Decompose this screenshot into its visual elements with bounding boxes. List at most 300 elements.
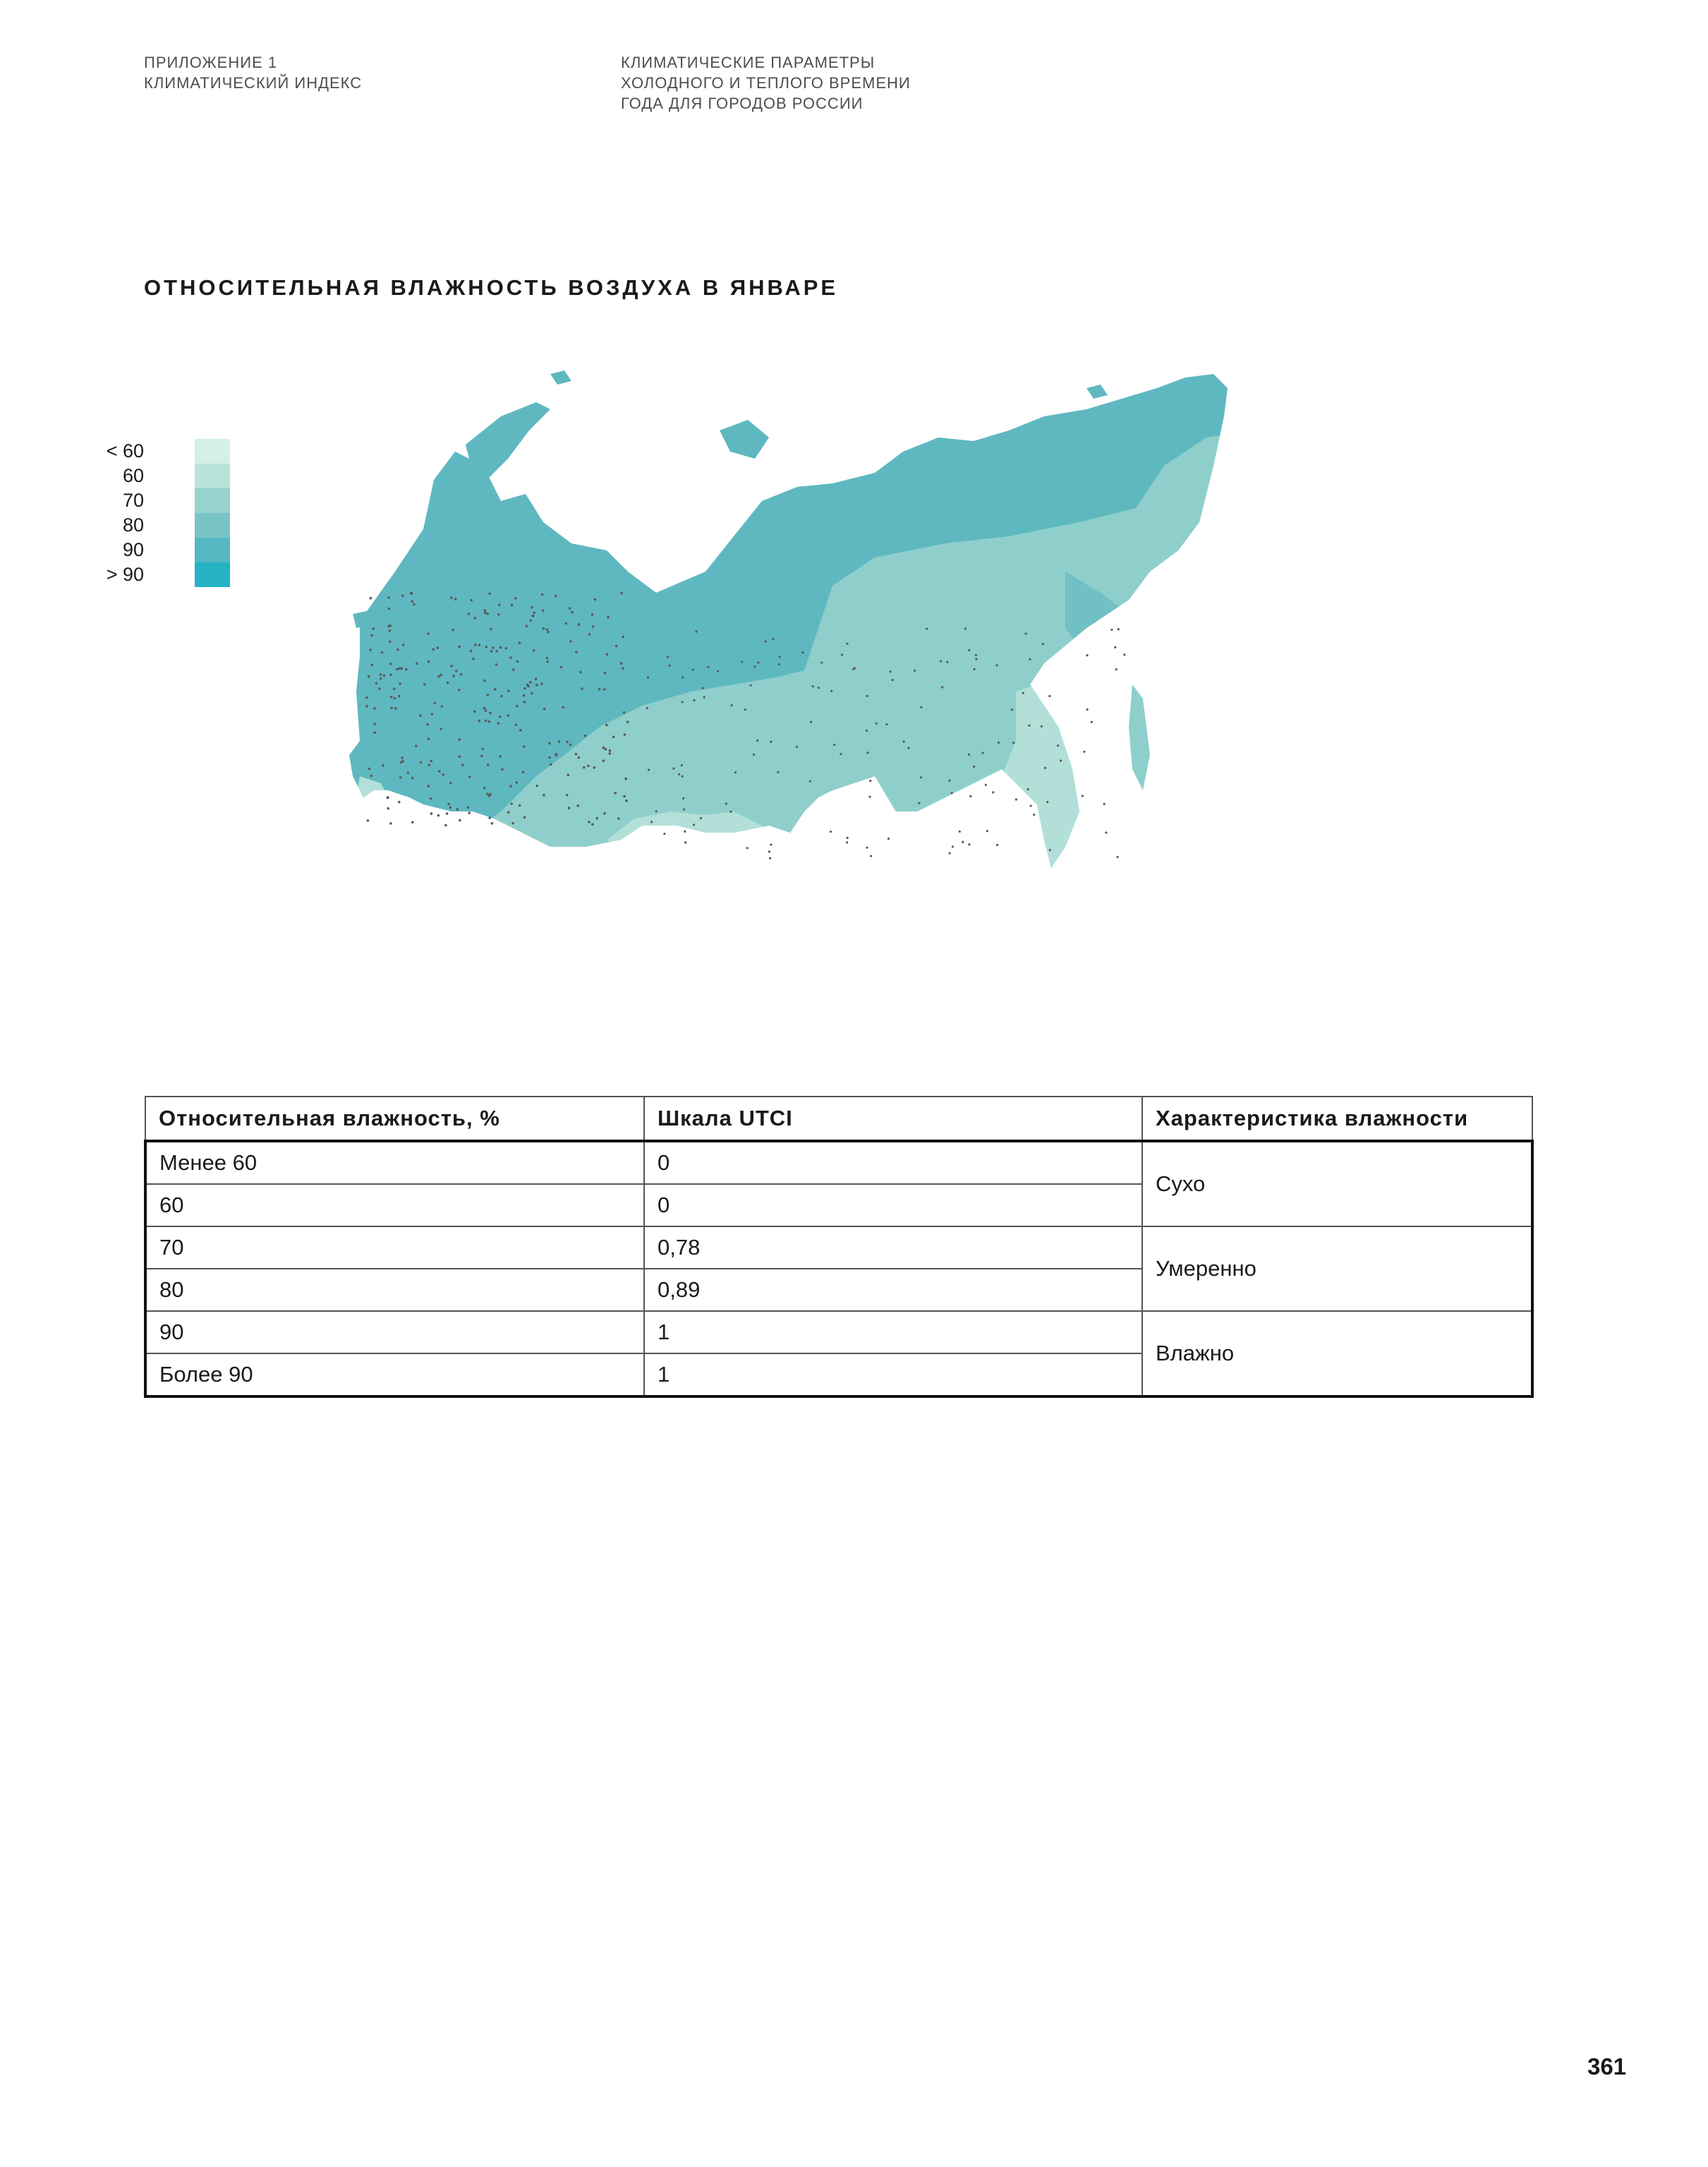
city-dot (569, 640, 572, 643)
city-dot (569, 744, 572, 747)
city-dot (485, 709, 487, 712)
city-dot (490, 650, 493, 653)
city-dot (516, 660, 519, 663)
city-dot (497, 613, 500, 616)
table-cell: 80 (145, 1269, 644, 1311)
city-dot (975, 654, 977, 656)
table-header: Шкала UTCI (644, 1097, 1142, 1141)
city-dot (488, 816, 491, 819)
city-dot (378, 687, 381, 690)
city-dot (1011, 708, 1013, 711)
city-dot (769, 857, 771, 859)
city-dot (646, 707, 648, 709)
city-dot (548, 756, 551, 759)
city-dot (535, 678, 538, 681)
city-dot (594, 598, 597, 601)
city-dot (579, 671, 582, 674)
city-dot (501, 768, 504, 771)
city-dot (603, 812, 606, 815)
city-dot (516, 781, 519, 784)
city-dot (542, 609, 545, 612)
city-dot (500, 695, 503, 698)
table-cell: Влажно (1142, 1311, 1532, 1396)
city-dot (485, 720, 487, 723)
city-dot (669, 665, 671, 667)
city-dot (617, 817, 620, 820)
city-dot (470, 599, 473, 602)
city-dot (536, 785, 539, 787)
legend-label: < 60 (106, 440, 144, 461)
city-dot (367, 819, 370, 822)
city-dot (830, 831, 832, 833)
city-dot (591, 823, 594, 826)
city-dot (1116, 856, 1118, 858)
city-dot (647, 677, 649, 679)
city-dot (576, 804, 579, 807)
city-dot (592, 625, 595, 628)
city-dot (1118, 628, 1120, 630)
city-dot (547, 631, 550, 634)
city-dot (602, 759, 605, 762)
city-dot (1115, 668, 1118, 670)
table-cell: Более 90 (145, 1353, 644, 1396)
city-dot (768, 850, 770, 852)
city-dot (460, 673, 463, 676)
city-dot (458, 738, 461, 741)
city-dot (402, 644, 405, 646)
city-dot (541, 593, 544, 596)
table-row (145, 1311, 1532, 1353)
city-dot (447, 682, 449, 684)
header-right-line: ХОЛОДНОГО И ТЕПЛОГО ВРЕМЕНИ (621, 74, 911, 92)
city-dot (444, 824, 447, 827)
city-dot (1022, 692, 1024, 694)
table-cell: 70 (145, 1226, 644, 1269)
city-dot (830, 690, 832, 692)
city-dot (951, 792, 953, 794)
city-dot (975, 658, 977, 660)
city-dot (1048, 695, 1050, 697)
city-dot (440, 674, 442, 677)
city-dot (1123, 653, 1125, 656)
city-dot (591, 613, 594, 616)
city-dot (387, 797, 389, 799)
city-dot (396, 648, 399, 651)
city-dot (777, 771, 779, 773)
city-dot (746, 847, 749, 849)
city-dot (869, 780, 871, 782)
table-header: Относительная влажность, % (145, 1097, 644, 1141)
city-dot (452, 629, 454, 632)
city-dot (497, 722, 500, 725)
city-dot (478, 720, 481, 723)
city-dot (734, 771, 737, 773)
city-dot (411, 821, 414, 823)
city-dot (693, 823, 695, 826)
city-dot (681, 764, 683, 766)
city-dot (605, 724, 608, 727)
city-dot (468, 775, 471, 778)
table-cell: 60 (145, 1184, 644, 1226)
city-dot (609, 749, 612, 752)
city-dot (756, 740, 758, 742)
city-dot (519, 804, 521, 807)
table-cell: 0,89 (644, 1269, 1142, 1311)
city-dot (546, 660, 549, 663)
city-dot (624, 778, 627, 780)
header-right-line: КЛИМАТИЧЕСКИЕ ПАРАМЕТРЫ (621, 54, 876, 71)
city-dot (543, 627, 545, 630)
city-dot (383, 675, 386, 677)
city-dot (543, 794, 545, 797)
city-dot (458, 755, 461, 758)
city-dot (624, 733, 626, 736)
city-dot (371, 663, 374, 666)
city-dot (595, 817, 598, 820)
city-dot (1042, 643, 1044, 645)
city-dot (540, 682, 543, 685)
city-dot (387, 807, 389, 810)
city-dot (440, 705, 443, 708)
city-dot (1028, 725, 1030, 727)
city-dot (505, 647, 508, 650)
city-dot (380, 677, 382, 680)
legend-swatch (195, 464, 230, 488)
city-dot (809, 780, 811, 783)
city-dot (437, 675, 440, 678)
city-dot (1046, 801, 1048, 803)
city-dot (389, 822, 392, 825)
city-dot (753, 665, 756, 668)
city-dot (458, 689, 461, 692)
city-dot (415, 744, 418, 747)
city-dot (461, 763, 464, 766)
city-dot (593, 766, 596, 769)
city-dot (454, 598, 457, 600)
city-dot (531, 692, 533, 695)
city-dot (778, 663, 780, 665)
city-dot (969, 795, 971, 797)
city-dot (523, 701, 526, 704)
city-dot (411, 777, 414, 780)
city-dot (678, 773, 680, 775)
city-dot (394, 707, 397, 710)
city-dot (488, 592, 491, 595)
city-dot (693, 699, 695, 701)
city-dot (703, 696, 705, 698)
city-dot (560, 666, 563, 669)
island-sakhalin (1129, 684, 1150, 790)
city-dot (920, 776, 922, 778)
city-dot (655, 810, 658, 812)
city-dot (744, 708, 746, 711)
city-dot (598, 688, 601, 691)
city-dot (483, 787, 486, 790)
city-dot (1049, 849, 1051, 851)
city-dot (606, 653, 609, 656)
city-dot (483, 609, 486, 612)
legend-label: 80 (122, 514, 144, 536)
city-dot (381, 651, 384, 654)
city-dot (1060, 759, 1062, 761)
city-dot (1033, 814, 1035, 816)
city-dot (523, 694, 526, 697)
legend-swatch (195, 538, 230, 562)
city-dot (1114, 646, 1116, 648)
city-dot (446, 812, 449, 815)
city-dot (968, 649, 970, 651)
city-dot (519, 641, 521, 644)
city-dot (846, 841, 848, 843)
city-dot (401, 594, 404, 597)
city-dot (430, 713, 433, 716)
city-dot (667, 656, 669, 658)
city-dot (372, 627, 375, 630)
city-dot (428, 660, 430, 663)
city-dot (390, 706, 393, 709)
city-dot (491, 822, 494, 825)
table-cell: 90 (145, 1311, 644, 1353)
city-dot (801, 651, 804, 653)
city-dot (982, 751, 984, 754)
city-dot (365, 696, 368, 699)
page-number: 361 (1587, 2053, 1627, 2080)
city-dot (569, 607, 571, 610)
city-dot (387, 596, 390, 599)
city-dot (411, 600, 413, 603)
city-dot (365, 705, 368, 708)
city-dot (416, 663, 418, 665)
table-cell: 0,78 (644, 1226, 1142, 1269)
city-dot (510, 802, 513, 805)
city-dot (468, 811, 471, 814)
city-dot (866, 695, 868, 697)
city-dot (622, 667, 624, 670)
city-dot (684, 841, 686, 843)
city-dot (516, 705, 519, 708)
city-dot (650, 821, 653, 823)
city-dot (401, 668, 404, 670)
city-dot (447, 803, 450, 806)
city-dot (399, 776, 402, 779)
city-dot (452, 675, 455, 677)
city-dot (992, 791, 994, 793)
city-dot (523, 745, 526, 748)
city-dot (891, 679, 893, 681)
city-dot (995, 664, 998, 666)
city-dot (428, 737, 430, 740)
city-dot (565, 622, 568, 625)
city-dot (430, 797, 432, 800)
city-dot (458, 646, 461, 648)
city-dot (368, 768, 370, 771)
city-dot (495, 650, 498, 653)
city-dot (407, 771, 410, 774)
russia-humidity-map (339, 360, 1552, 1009)
city-dot (682, 676, 684, 678)
city-dot (389, 663, 392, 665)
humidity-table (144, 1096, 1534, 1398)
table-header: Характеристика влажности (1142, 1097, 1532, 1141)
city-dot (486, 792, 489, 795)
city-dot (413, 603, 416, 606)
city-dot (558, 740, 561, 743)
city-dot (914, 670, 916, 672)
table-header-row (145, 1097, 1532, 1141)
city-dot (717, 670, 719, 672)
city-dot (531, 606, 533, 609)
city-dot (370, 775, 373, 778)
city-dot (430, 812, 433, 815)
city-dot (438, 770, 441, 773)
city-dot (973, 766, 975, 768)
city-dot (1015, 798, 1017, 800)
city-dot (494, 688, 497, 691)
city-dot (615, 645, 618, 648)
city-dot (550, 763, 552, 766)
table-cell: Умеренно (1142, 1226, 1532, 1311)
city-dot (401, 756, 404, 759)
city-dot (1086, 708, 1089, 711)
city-dot (512, 668, 515, 671)
city-dot (926, 628, 928, 630)
city-dot (1057, 744, 1059, 747)
city-dot (918, 802, 920, 804)
city-dot (370, 597, 373, 600)
city-dot (868, 796, 871, 798)
city-dot (437, 814, 440, 817)
city-dot (507, 714, 510, 717)
city-dot (523, 687, 526, 690)
city-dot (492, 646, 495, 649)
city-dot (778, 656, 780, 658)
city-dot (562, 706, 565, 709)
city-dot (507, 811, 510, 814)
city-dot (612, 736, 615, 739)
city-dot (620, 592, 623, 595)
city-dot (420, 761, 423, 763)
city-dot (567, 773, 569, 776)
city-dot (393, 687, 396, 690)
city-dot (369, 648, 372, 651)
city-dot (426, 723, 429, 726)
city-dot (373, 731, 376, 734)
city-dot (449, 807, 452, 809)
city-dot (623, 795, 626, 798)
city-dot (483, 680, 486, 682)
city-dot (614, 792, 617, 795)
city-dot (663, 833, 665, 835)
city-dot (968, 754, 970, 756)
city-dot (566, 794, 569, 797)
city-dot (986, 830, 988, 832)
city-dot (533, 649, 535, 652)
city-dot (432, 648, 435, 651)
island-wrangel (1086, 385, 1108, 399)
city-dot (648, 768, 650, 771)
city-dot (1012, 742, 1014, 744)
legend-label: 70 (122, 490, 144, 511)
city-dot (583, 766, 586, 769)
city-dot (455, 670, 458, 672)
table-row (145, 1226, 1532, 1269)
city-dot (555, 753, 557, 756)
legend-swatch (195, 488, 230, 513)
city-dot (380, 673, 382, 676)
city-dot (948, 780, 950, 782)
legend-label: > 90 (106, 564, 144, 585)
city-dot (499, 755, 502, 758)
city-dot (672, 767, 674, 769)
city-dot (946, 661, 948, 663)
city-dot (770, 843, 772, 845)
legend-label: 90 (122, 539, 144, 560)
city-dot (796, 746, 798, 748)
city-dot (396, 668, 399, 670)
city-dot (393, 697, 396, 700)
city-dot (952, 845, 954, 847)
city-dot (702, 687, 704, 689)
city-dot (603, 688, 606, 691)
city-dot (555, 595, 557, 598)
city-dot (1105, 831, 1107, 833)
city-dot (511, 604, 514, 607)
city-dot (389, 641, 392, 644)
city-dot (968, 843, 970, 845)
table-cell: 1 (644, 1353, 1142, 1396)
city-dot (948, 852, 950, 855)
city-dot (499, 716, 502, 718)
city-dot (543, 708, 546, 711)
city-dot (526, 625, 528, 628)
city-dot (488, 720, 491, 723)
city-dot (398, 695, 401, 698)
city-dot (996, 844, 998, 846)
city-dot (920, 706, 922, 708)
table-cell: 1 (644, 1311, 1142, 1353)
city-dot (388, 608, 391, 610)
city-dot (885, 723, 888, 725)
city-dot (626, 720, 629, 723)
city-dot (588, 821, 590, 823)
city-dot (588, 633, 591, 636)
city-dot (584, 735, 587, 737)
city-dot (810, 721, 812, 723)
city-dot (507, 689, 510, 692)
city-dot (495, 663, 498, 666)
city-dot (398, 801, 401, 804)
city-dot (750, 684, 752, 687)
city-dot (700, 817, 702, 819)
city-dot (472, 658, 475, 660)
city-dot (489, 712, 492, 715)
city-dot (682, 797, 684, 799)
running-header-right (621, 52, 911, 114)
city-dot (888, 838, 890, 840)
city-dot (753, 754, 755, 756)
city-dot (812, 685, 814, 687)
city-dot (622, 636, 624, 639)
table-cell: 0 (644, 1184, 1142, 1226)
city-dot (515, 723, 518, 726)
legend-swatch (195, 562, 230, 587)
city-dot (846, 837, 848, 839)
city-dot (729, 811, 732, 813)
table-cell: Менее 60 (145, 1141, 644, 1184)
city-dot (985, 784, 987, 786)
city-dot (373, 707, 376, 710)
city-dot (866, 847, 868, 849)
